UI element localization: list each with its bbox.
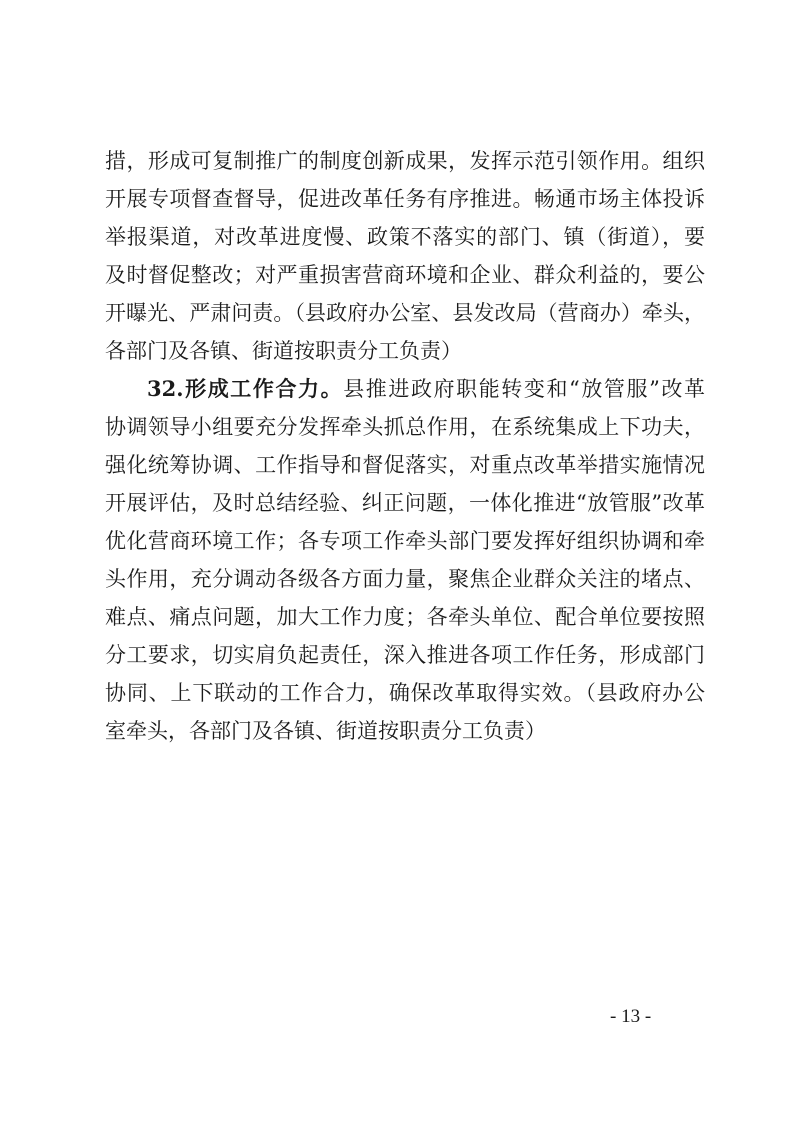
- paragraph-line: 及时督促整改；对严重损害营商环境和企业、群众利益的，要公: [105, 263, 705, 287]
- paragraph-line: 难点、痛点问题，加大工作力度；各牵头单位、配合单位要按照: [105, 605, 705, 629]
- paragraph-line: 开曝光、严肃问责。（县政府办公室、县发改局（营商办）牵头，: [105, 301, 705, 325]
- paragraph-line: 举报渠道，对改革进度慢、政策不落实的部门、镇（街道），要: [105, 225, 705, 249]
- section-heading: 32.形成工作合力。: [147, 376, 344, 401]
- section-heading-rest: 县推进政府职能转变和“放管服”改革: [343, 377, 705, 401]
- paragraph-line: 协调领导小组要充分发挥牵头抓总作用，在系统集成上下功夫，: [105, 415, 705, 439]
- paragraph-line: 开展评估，及时总结经验、纠正问题，一体化推进“放管服”改革: [105, 491, 705, 515]
- paragraph-line: 开展专项督查督导，促进改革任务有序推进。畅通市场主体投诉: [105, 187, 705, 211]
- paragraph-line: 各部门及各镇、街道按职责分工负责）: [105, 339, 462, 363]
- section-heading-line: [105, 370, 705, 408]
- paragraph-line: 措，形成可复制推广的制度创新成果，发挥示范引领作用。组织: [105, 149, 705, 173]
- paragraph-line: 强化统筹协调、工作指导和督促落实，对重点改革举措实施情况: [105, 453, 705, 477]
- paragraph-line: 优化营商环境工作；各专项工作牵头部门要发挥好组织协调和牵: [105, 529, 705, 553]
- paragraph-line: 分工要求，切实肩负起责任，深入推进各项工作任务，形成部门: [105, 643, 705, 667]
- paragraph-line: 协同、上下联动的工作合力，确保改革取得实效。（县政府办公: [105, 681, 705, 705]
- body-text: [105, 142, 705, 750]
- paragraph-line: 室牵头，各部门及各镇、街道按职责分工负责）: [105, 719, 546, 743]
- paragraph-line: 头作用，充分调动各级各方面力量，聚焦企业群众关注的堵点、: [105, 567, 705, 591]
- page-number: - 13 -: [610, 1006, 652, 1027]
